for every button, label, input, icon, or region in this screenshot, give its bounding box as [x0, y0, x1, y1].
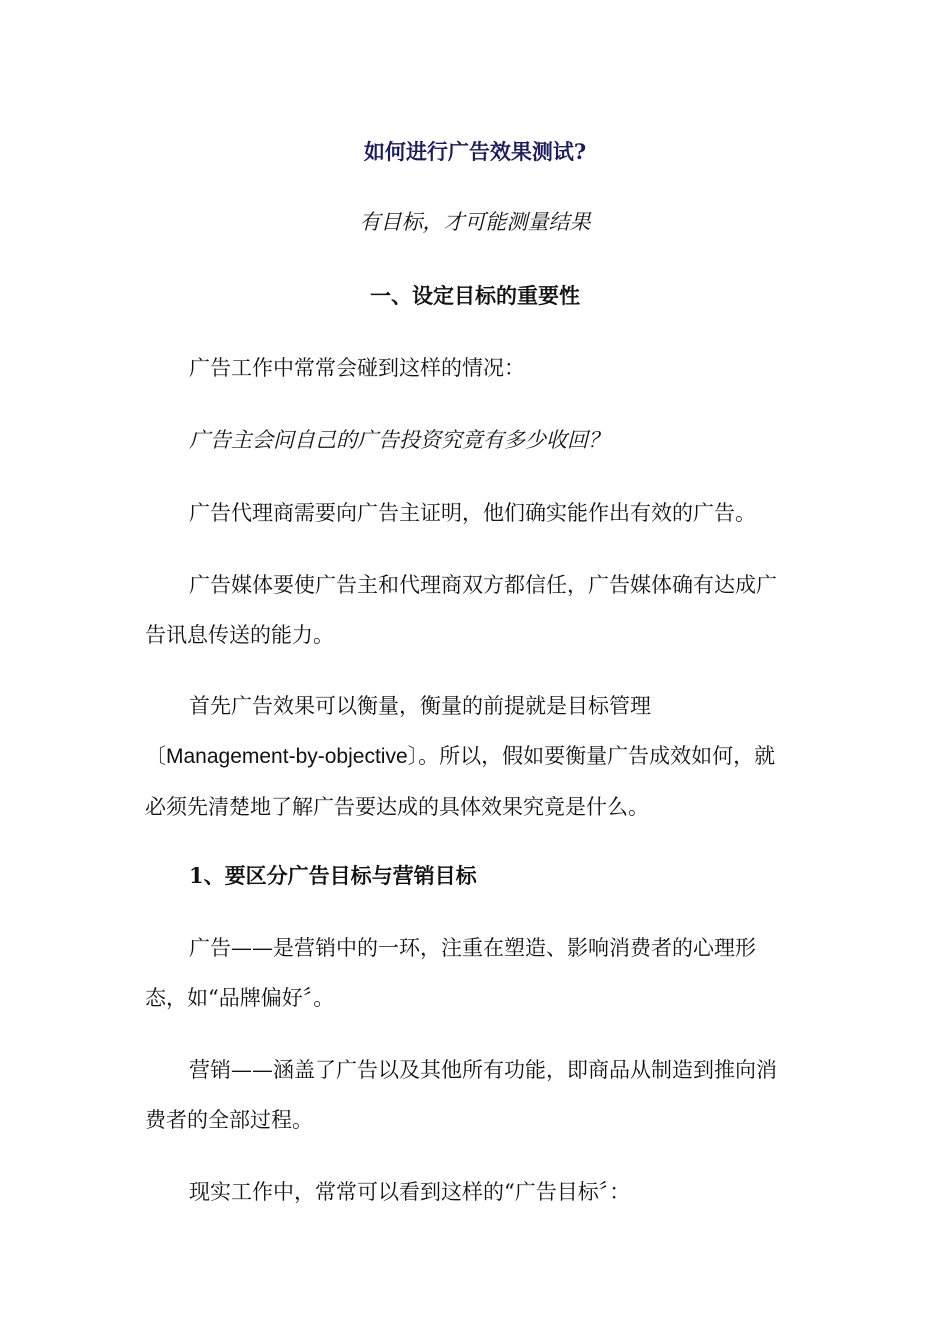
- document-title: 如何进行广告效果测试?: [363, 139, 587, 164]
- management-by-objective-term: 〔Management-by-objective〕: [145, 745, 419, 768]
- paragraph-advertiser-question: 广告主会问自己的广告投资究竟有多少收回？: [189, 428, 609, 452]
- paragraph-text: 首先广告效果可以衡量，衡量的前提就是目标管理: [189, 694, 651, 718]
- paragraph-media-trust: 广告媒体要使广告主和代理商双方都信任，广告媒体确有达成广告讯息传送的能力。: [145, 573, 777, 647]
- paragraph-agency-proof: 广告代理商需要向广告主证明，他们确实能作出有效的广告。: [189, 501, 756, 525]
- paragraph-text: 。所以，假如要衡量广告成效如何，就必须先清楚地了解广告要达成的具体效果究竟是什么。: [145, 744, 776, 819]
- document-subtitle: 有目标，才可能测量结果: [359, 210, 591, 234]
- section-heading: 一、设定目标的重要性: [370, 283, 580, 308]
- paragraph-advertising-definition: 广告——是营销中的一环，注重在塑造、影响消费者的心理形态，如“品牌偏好〞。: [145, 936, 756, 1010]
- paragraph-situation-intro: 广告工作中常常会碰到这样的情况：: [189, 356, 525, 380]
- paragraph-measurement-premise: [145, 681, 795, 832]
- paragraph-marketing-definition: 营销——涵盖了广告以及其他所有功能，即商品从制造到推向消费者的全部过程。: [145, 1058, 777, 1132]
- sub-heading-ad-vs-marketing: 1、要区分广告目标与营销目标: [189, 863, 477, 888]
- paragraph-common-ad-goals: 现实工作中，常常可以看到这样的“广告目标〞：: [189, 1180, 631, 1204]
